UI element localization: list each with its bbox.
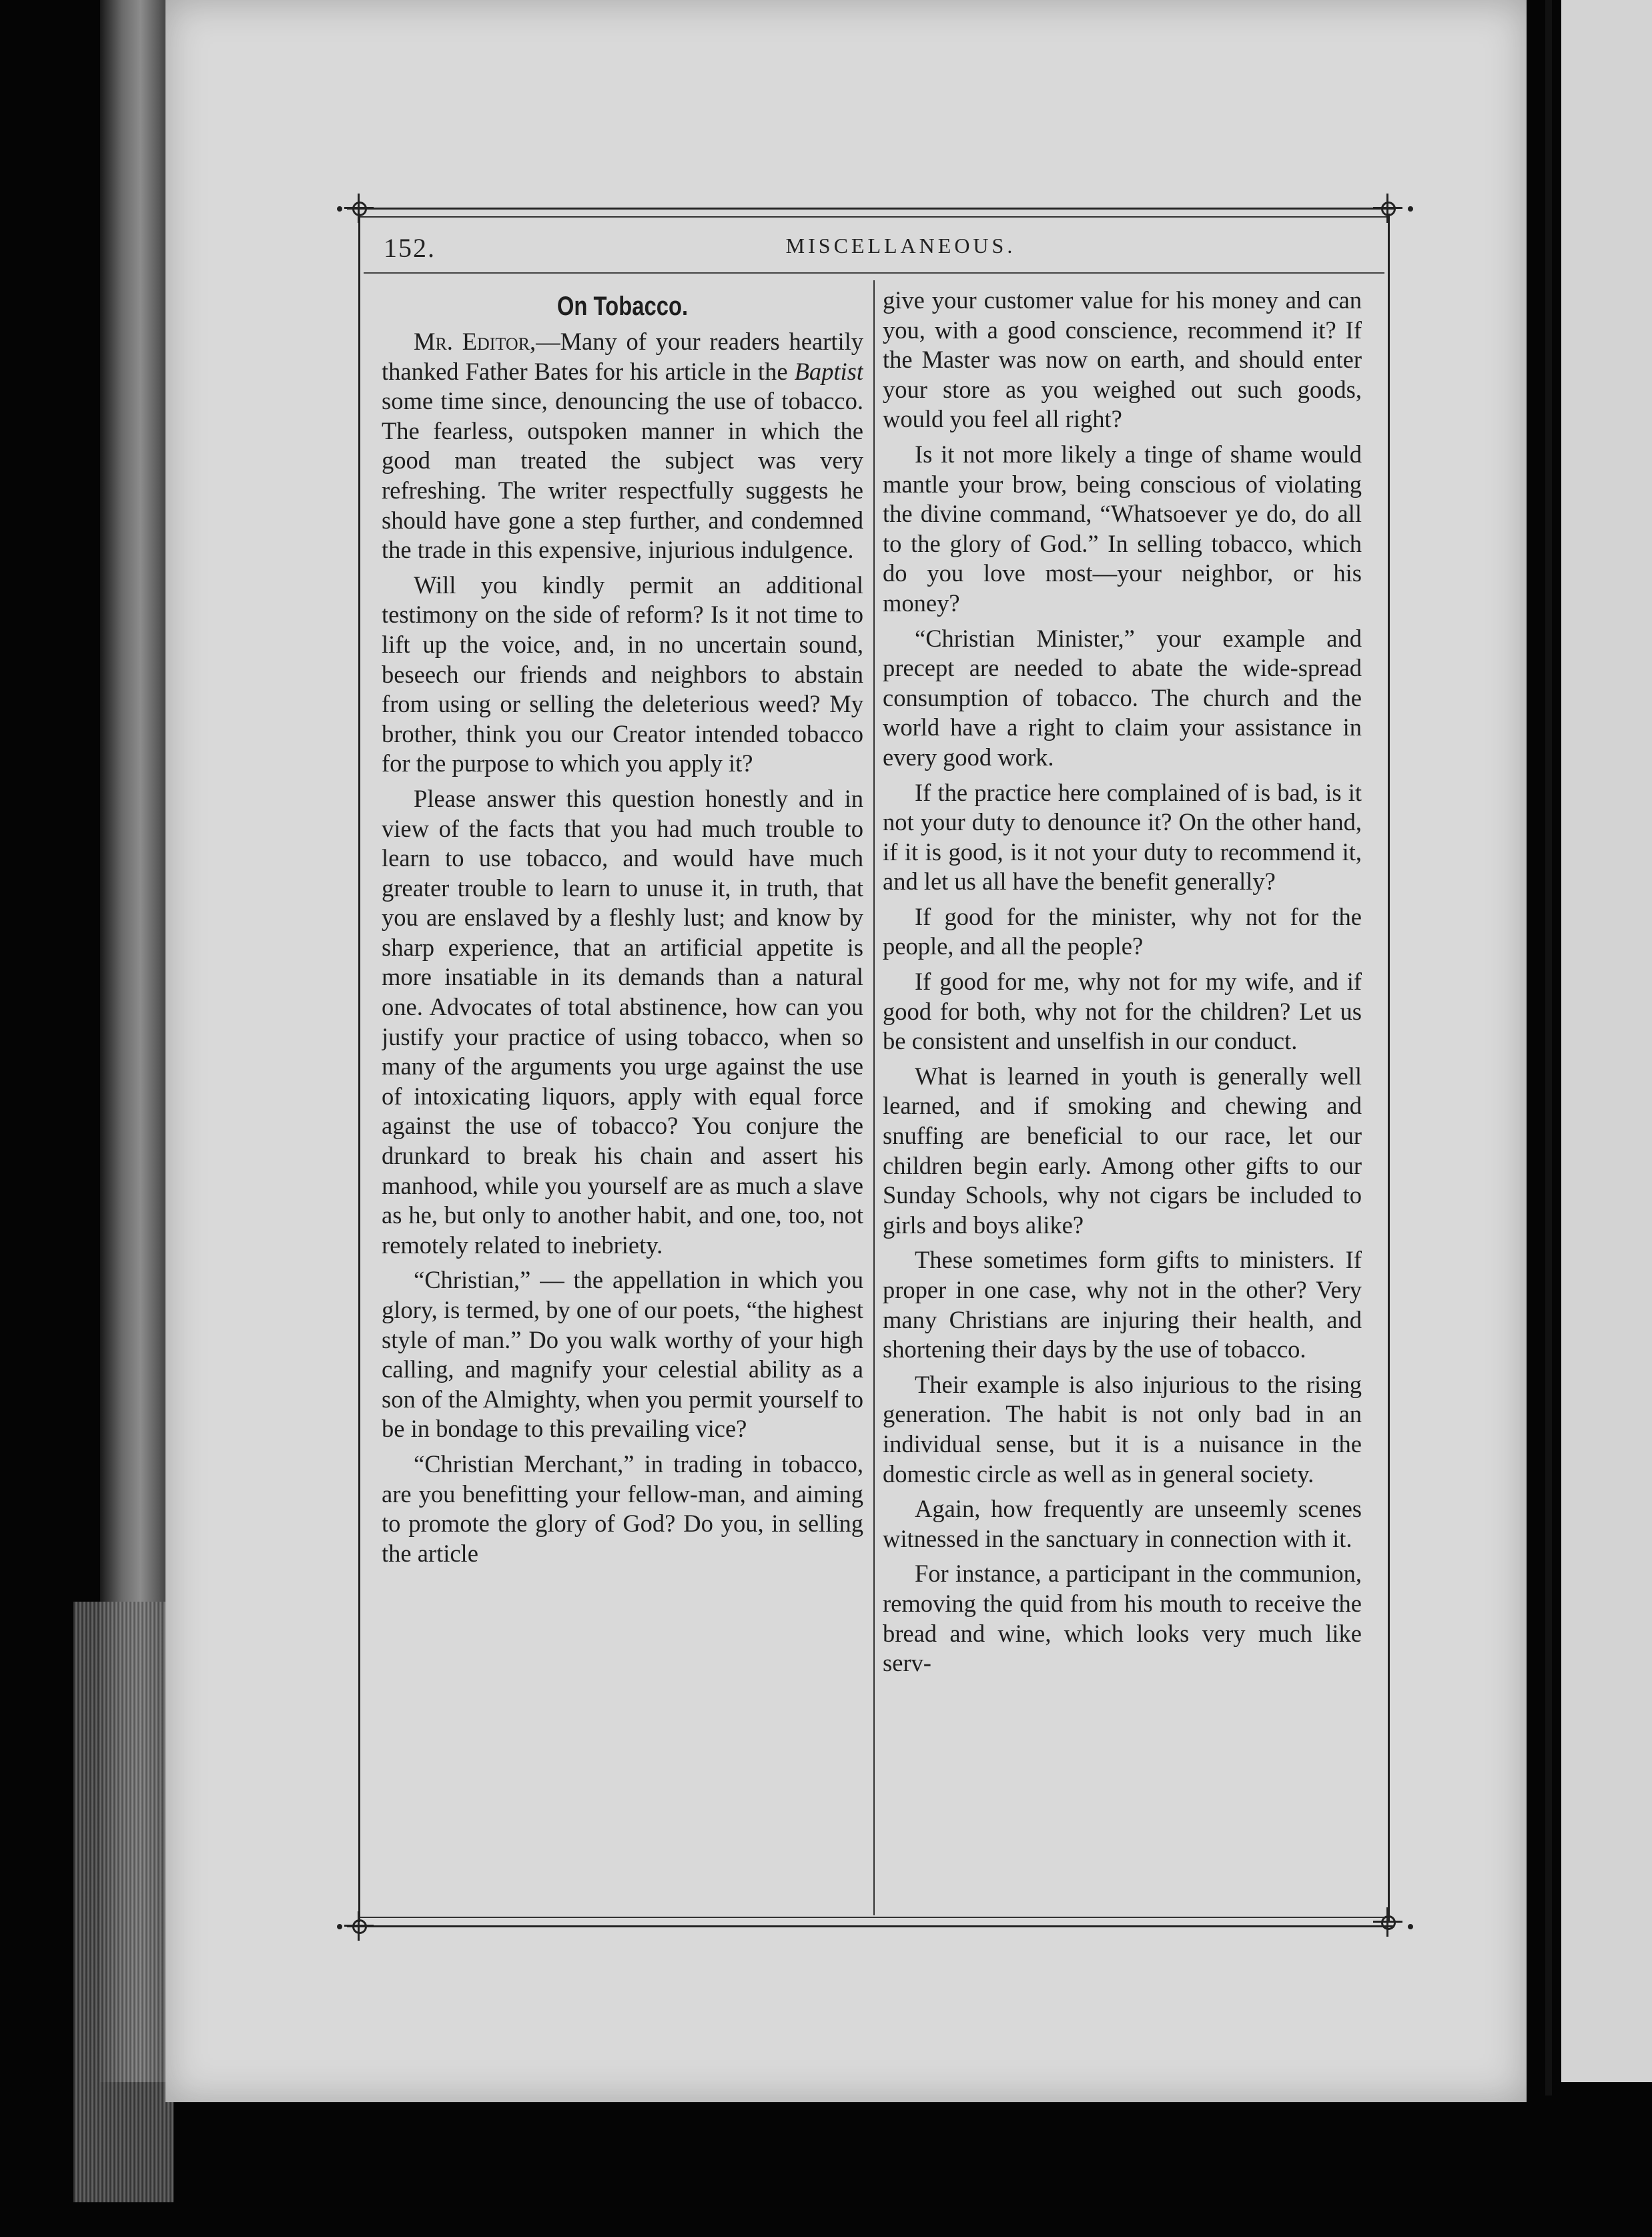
paragraph: Their example is also injurious to the rising generation. The habit is not only bad in an individual sense, but it is a nuisance in the domestic circle as well as in general society.: [883, 1370, 1362, 1488]
column-divider: [873, 280, 875, 1915]
paragraph: What is learned in youth is generally well learned, and if smoking and chewing and snuffing are beneficial to our race, let our children begin early. Among other gifts to our Sunday Schools, why not cigars be included to girls and boys alike?: [883, 1062, 1362, 1239]
paragraph-text: —Many of your readers heartily thanked Father Bates for his article in the: [382, 328, 863, 385]
corner-ornament-top-right: [1373, 194, 1402, 223]
book-page-stack: [73, 1602, 173, 2202]
header-rule: [364, 272, 1384, 274]
frame-top-inner-rule: [360, 216, 1388, 218]
ornament-dot: [1408, 1924, 1413, 1929]
paragraph: If good for the minister, why not for the people, and all the people?: [883, 902, 1362, 960]
page-number: 152.: [384, 233, 436, 263]
facing-page-edge: [1561, 0, 1652, 2082]
paragraph: Please answer this question honestly and in view of the facts that you had much trouble to learn to use tobacco, and would have much greater trouble to learn to unuse it, in truth, that you are enslaved by a fleshly lust; and know by sharp experience, that an artificial appetite is more insatiable in its demands than a natural one. Advocates of total abstinence, how can you justify your practice of using tobacco, when so many of the arguments you urge against the use of intoxicating liquors, apply with equal force against the use of tobacco? You conjure the drunkard to break his chain and assert his manhood, while you yourself are as much a slave as he, but only to another habit, and one, too, not remotely related to inebriety.: [382, 784, 863, 1259]
running-head: MISCELLANEOUS.: [785, 234, 1016, 258]
paragraph-text: some time since, denouncing the use of tobacco. The fearless, outspoken manner in which the good man treated the subject was very refreshing. The writer respectfully suggests he should have gone a step further, and condemned the trade in this expensive, injurious indulgence.: [382, 387, 863, 564]
paragraph: “Christian,” — the appellation in which you glory, is termed, by one of our poets, “the highest style of man.” Do you walk worthy of your high calling, and magnify your celestial ability as a son of the Almighty, when you permit yourself to be in bondage to this prevailing vice?: [382, 1266, 863, 1443]
frame-right-rule: [1388, 214, 1390, 1922]
ornament-dot: [337, 206, 342, 212]
paragraph: “Christian Minister,” your example and precept are needed to abate the wide-spread consumption of tobacco. The church and the world have a right to claim your assistance in every good work.: [883, 624, 1362, 771]
frame-left-rule: [358, 214, 360, 1922]
italic-term: Baptist: [794, 357, 863, 385]
frame-bottom-inner-rule: [360, 1917, 1388, 1918]
frame-bottom-rule: [347, 1925, 1394, 1927]
corner-ornament-bottom-left: [344, 1911, 374, 1941]
paragraph: If good for me, why not for my wife, and if good for both, why not for the children? Let us be consistent and unselfish in our conduct.: [883, 968, 1362, 1055]
ornament-dot: [337, 1924, 342, 1929]
ornament-dot: [1408, 206, 1413, 212]
paragraph: If the practice here complained of is bad, is it not your duty to denounce it? On the other hand, if it is good, is it not your duty to recommend it, and let us all have the benefit generally?: [883, 778, 1362, 896]
paragraph: give your customer value for his money and can you, with a good conscience, recommend it? If the Master was now on earth, and should enter your store as you weighed out such goods, would you feel all right?: [883, 286, 1362, 433]
book-gutter: [1545, 0, 1552, 2096]
paragraph: For instance, a participant in the communion, removing the quid from his mouth to receive the bread and wine, which looks very much like serv-: [883, 1560, 1362, 1677]
corner-ornament-top-left: [344, 194, 374, 223]
paragraph: “Christian Merchant,” in trading in tobacco, are you benefitting your fellow-man, and aiming to promote the glory of God? Do you, in selling the article: [382, 1450, 863, 1567]
text-column-right: [883, 286, 1362, 1914]
article-title: On Tobacco.: [556, 292, 689, 321]
paragraph: Again, how frequently are unseemly scenes witnessed in the sanctuary in connection with it.: [883, 1495, 1362, 1552]
paragraph: Will you kindly permit an additional testimony on the side of reform? Is it not time to lift up the voice, and, in no uncertain sound, beseech our friends and neighbors to abstain from using or selling the deleterious weed? My brother, think you our Creator intended tobacco for the purpose to which you apply it?: [382, 571, 863, 777]
frame-top-rule: [347, 208, 1394, 210]
text-column-left: [382, 287, 863, 1915]
paragraph: Is it not more likely a tinge of shame would mantle your brow, being conscious of violating the divine command, “Whatsoever ye do, do all to the glory of God.” In selling tobacco, which do you love most—your neighbor, or his money?: [883, 440, 1362, 617]
paragraph: These sometimes form gifts to ministers. If proper in one case, why not in the other? Very many Christians are injuring their health, and shortening their days by the use of tobacco.: [883, 1246, 1362, 1363]
corner-ornament-bottom-right: [1373, 1907, 1402, 1937]
paragraph: [382, 327, 863, 565]
salutation: Mr. Editor,: [414, 328, 536, 355]
